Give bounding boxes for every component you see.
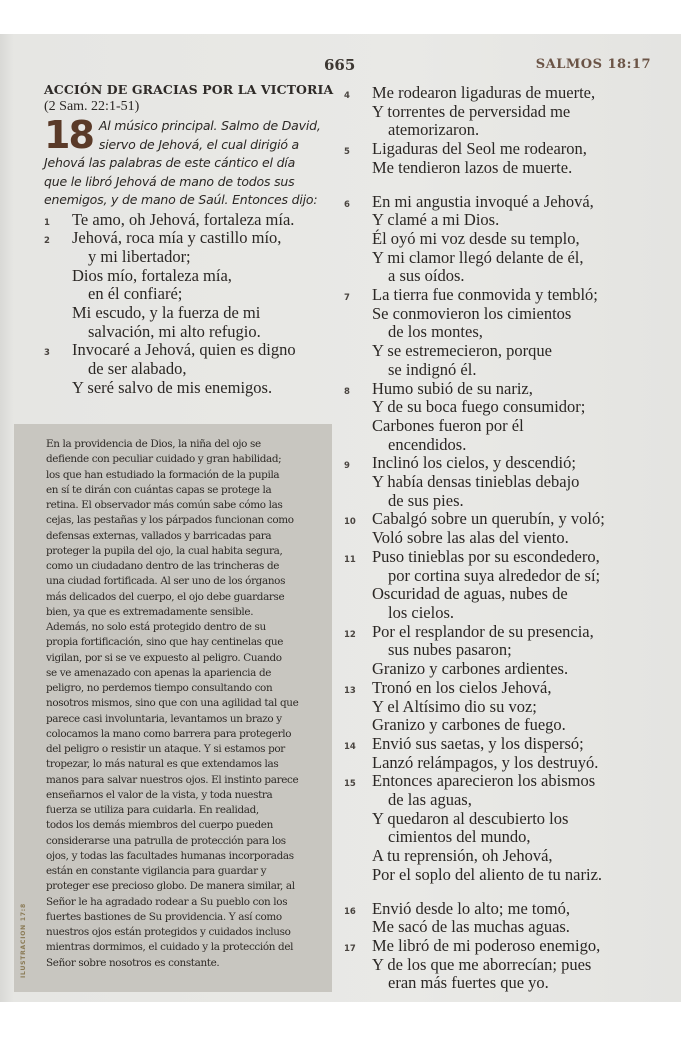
illustration-line: Señor le ha agradado rodear a Su pueblo con los <box>46 895 288 908</box>
verse-line: Granizo y carbones de fuego. <box>372 715 566 735</box>
verse-line: se indignó él. <box>388 359 477 379</box>
illustration-line: nuestros ojos están protegidos y cuidados incluso <box>46 926 291 938</box>
illustration-line: tropezar, lo más natural es que extendamos las <box>46 758 279 771</box>
verse <box>344 286 664 380</box>
verse-line: Y de su boca fuego consumidor; <box>372 397 586 417</box>
verse <box>344 140 664 177</box>
verses-left <box>44 211 334 398</box>
verse-line: Y torrentes de perversidad me <box>372 101 571 121</box>
verse-line: Puso tinieblas por su escondedero, <box>372 546 600 566</box>
verse-line: eran más fuertes que yo. <box>388 973 549 993</box>
verse-line: Se conmovieron los cimientos <box>372 303 572 323</box>
illustration-line: parece casi involuntaria, levantamos un brazo y <box>46 712 282 725</box>
psalm-superscription <box>44 113 334 210</box>
illustration-line: bien, ya que es extremadamente sensible. <box>46 605 254 618</box>
verse-line: Me rodearon ligaduras de muerte, <box>372 83 596 102</box>
verse-number: 9 <box>344 461 350 472</box>
verse-line: Mi escudo, y la fuerza de mi <box>72 303 261 323</box>
verse-line: Jehová, roca mía y castillo mío, <box>72 228 282 248</box>
section-title: ACCIÓN DE GRACIAS POR LA VICTORIA <box>44 82 334 97</box>
right-column <box>344 84 664 993</box>
verse-number: 12 <box>344 629 356 640</box>
illustration-line: propia fortificación, sino que hay centinelas que <box>46 636 284 649</box>
illustration-line: vigilan, por si se ve expuesto al peligro. Cuando <box>46 651 282 664</box>
verse-line: A tu reprensión, oh Jehová, <box>372 846 553 866</box>
verse-line: En mi angustia invoqué a Jehová, <box>372 191 594 211</box>
illustration-line: considerarse una patrulla de protección para los <box>46 834 286 847</box>
verse <box>344 510 664 547</box>
verse-line: a sus oídos. <box>388 266 465 286</box>
verse-line: Granizo y carbones ardientes. <box>372 659 569 679</box>
verse-line: Humo subió de su nariz, <box>372 378 533 398</box>
verse-line: Lanzó relámpagos, y los destruyó. <box>372 752 599 772</box>
stanza-gap <box>344 178 664 193</box>
verse-line: por cortina suya alrededor de sí; <box>388 565 601 585</box>
verse-line: Entonces aparecieron los abismos <box>372 771 596 791</box>
verse-line: Él oyó mi voz desde su templo, <box>372 228 580 248</box>
verse-number: 7 <box>344 293 350 304</box>
illustration-line: retina. El observador más común sabe cómo las <box>46 499 283 511</box>
verse-line: Y de los que me aborrecían; pues <box>372 954 592 974</box>
illustration-label: ILUSTRACIÓN 17:8 <box>20 903 27 978</box>
illustration-line: defensas externas, vallados y barricadas para <box>46 529 272 542</box>
illustration-line: enseñarnos el valor de la vista, y toda nuestra <box>46 788 273 801</box>
cross-reference: (2 Sam. 22:1-51) <box>44 99 140 114</box>
verse-line: Y clamé a mi Dios. <box>372 210 500 230</box>
verse-number: 16 <box>344 906 356 917</box>
superscription-line: Al músico principal. Salmo de David, <box>98 118 321 133</box>
superscription-line: que le libró Jehová de mano de todos sus <box>44 173 295 189</box>
verse-line: Tronó en los cielos Jehová, <box>372 677 552 697</box>
illustration-line: proteger la pupila del ojo, la cual habita segura, <box>46 544 283 557</box>
verse-number: 14 <box>344 741 356 752</box>
verse-line: Ligaduras del Seol me rodearon, <box>372 139 587 159</box>
verse <box>344 623 664 679</box>
verse <box>344 548 664 623</box>
verse-line: de ser alabado, <box>88 359 187 379</box>
chapter-number: 18 <box>44 113 93 157</box>
verse-line: atemorizaron. <box>388 120 480 140</box>
verse <box>344 84 664 140</box>
verse-number: 1 <box>44 217 50 228</box>
verse-line: de sus pies. <box>388 490 464 510</box>
illustration-line: más delicados del cuerpo, el ojo debe guardarse <box>46 590 285 603</box>
verse-line: Invocaré a Jehová, quien es digno <box>72 340 296 360</box>
verse-line: Cabalgó sobre un querubín, y voló; <box>372 509 605 529</box>
illustration-line: mientras dormimos, el cuidado y la protección del <box>46 941 294 954</box>
verse-line: Carbones fueron por él <box>372 415 524 435</box>
verse-line: Envió desde lo alto; me tomó, <box>372 898 570 918</box>
verse-number: 2 <box>44 236 50 247</box>
verse-number: 4 <box>344 91 350 101</box>
verse-number: 10 <box>344 517 356 528</box>
illustration-line: peligro, no perdemos tiempo consultando con <box>46 682 273 694</box>
verse <box>44 211 334 230</box>
verse-line: Y quedaron al descubierto los <box>372 808 569 828</box>
verse-line: Voló sobre las alas del viento. <box>372 528 569 548</box>
illustration-line: todos los demás miembros del cuerpo pueden <box>46 819 273 832</box>
left-column <box>44 82 334 398</box>
verse-number: 13 <box>344 685 356 696</box>
illustration-line: fuerza se utiliza para cuidarla. En realidad, <box>46 804 259 816</box>
verse-number: 15 <box>344 779 356 790</box>
verse <box>344 454 664 510</box>
illustration-line: defiende con peculiar cuidado y gran habilidad; <box>46 453 282 466</box>
verse-number: 8 <box>344 386 350 397</box>
illustration-text <box>46 437 326 971</box>
illustration-line: manos para salvar nuestros ojos. El instinto parece <box>46 773 299 786</box>
verse-line: Y el Altísimo dio su voz; <box>372 696 537 716</box>
verse <box>344 937 664 993</box>
verse <box>344 193 664 287</box>
verse-number: 17 <box>344 943 356 954</box>
verse-line: Envió sus saetas, y los dispersó; <box>372 733 584 753</box>
illustration-line: cejas, las pestañas y los párpados funcionan como <box>46 514 294 527</box>
verse-line: Oscuridad de aguas, nubes de <box>372 584 568 604</box>
illustration-line: fuertes bastiones de Su providencia. Y así como <box>46 910 282 923</box>
verse-line: encendidos. <box>388 434 467 454</box>
superscription-line: enemigos, y de mano de Saúl. Entonces dijo: <box>44 192 318 207</box>
illustration-line: los que han estudiado la formación de la pupila <box>46 468 280 481</box>
running-reference: SALMOS 18:17 <box>535 57 651 72</box>
verse-line: salvación, mi alto refugio. <box>88 321 261 341</box>
verse-line: La tierra fue conmovida y tembló; <box>372 285 598 305</box>
superscription-line: siervo de Jehová, el cual dirigió a <box>98 136 300 152</box>
illustration-line: nosotros mismos, sino que con una agilidad tal que <box>46 697 299 710</box>
verse-line: sus nubes pasaron; <box>388 640 512 660</box>
illustration-line: del peligro o resistir un ataque. Y si estamos por <box>46 743 285 755</box>
verse-line: en él confiaré; <box>88 284 183 304</box>
verse-line: Por el soplo del aliento de tu nariz. <box>372 864 603 884</box>
verse-line: y mi libertador; <box>88 246 191 266</box>
verse-line: Dios mío, fortaleza mía, <box>72 265 232 285</box>
illustration-line: como un ciudadano dentro de las trincheras de <box>46 560 280 572</box>
illustration-line: Además, no solo está protegido dentro de su <box>46 621 266 633</box>
verse <box>344 900 664 937</box>
bible-page <box>0 34 681 1002</box>
verse-line: Y se estremecieron, porque <box>372 341 552 361</box>
verse-line: Y había densas tinieblas debajo <box>372 472 580 492</box>
verse-line: Te amo, oh Jehová, fortaleza mía. <box>72 209 295 229</box>
stanza-gap <box>344 885 664 900</box>
verse-number: 3 <box>44 348 50 359</box>
superscription-line: Jehová las palabras de este cántico el día <box>44 155 296 170</box>
illustration-line: proteger ese precioso globo. De manera similar, al <box>46 880 295 893</box>
verse <box>44 229 334 341</box>
verse-line: los cielos. <box>388 602 454 622</box>
verse-line: Me tendieron lazos de muerte. <box>372 157 573 177</box>
verse-line: Me libró de mi poderoso enemigo, <box>372 935 601 955</box>
illustration-line: están en constante vigilancia para guardar y <box>46 865 267 877</box>
illustration-box <box>14 424 332 992</box>
verse-line: cimientos del mundo, <box>388 827 531 847</box>
verse-line: Inclinó los cielos, y descendió; <box>372 453 576 473</box>
verse-number: 5 <box>344 147 350 158</box>
verse-line: Por el resplandor de su presencia, <box>372 621 594 641</box>
verse <box>344 772 664 884</box>
illustration-line: Señor sobre nosotros es constante. <box>46 956 220 969</box>
verse-line: de las aguas, <box>388 790 472 810</box>
illustration-line: se ve amenazado con apenas la apariencia de <box>46 666 272 679</box>
verse <box>344 735 664 772</box>
verse <box>344 679 664 735</box>
illustration-line: una ciudad fortificada. Al ser uno de los órganos <box>46 575 286 588</box>
illustration-line: ojos, y todas las facultades humanas incorporadas <box>46 849 294 862</box>
verse-number: 6 <box>344 199 350 210</box>
verse <box>344 380 664 455</box>
verse-line: de los montes, <box>388 322 483 342</box>
verse <box>44 341 334 397</box>
illustration-line: En la providencia de Dios, la niña del ojo se <box>46 438 261 450</box>
verse-line: Me sacó de las muchas aguas. <box>372 917 570 937</box>
verse-number: 11 <box>344 554 356 565</box>
verse-line: Y mi clamor llegó delante de él, <box>372 247 584 267</box>
illustration-line: colocamos la mano como barrera para protegerlo <box>46 727 292 740</box>
illustration-line: en sí te dirán con cuántas capas se protege la <box>46 483 272 496</box>
verse-line: Y seré salvo de mis enemigos. <box>72 377 273 397</box>
page-number: 665 <box>324 56 356 74</box>
